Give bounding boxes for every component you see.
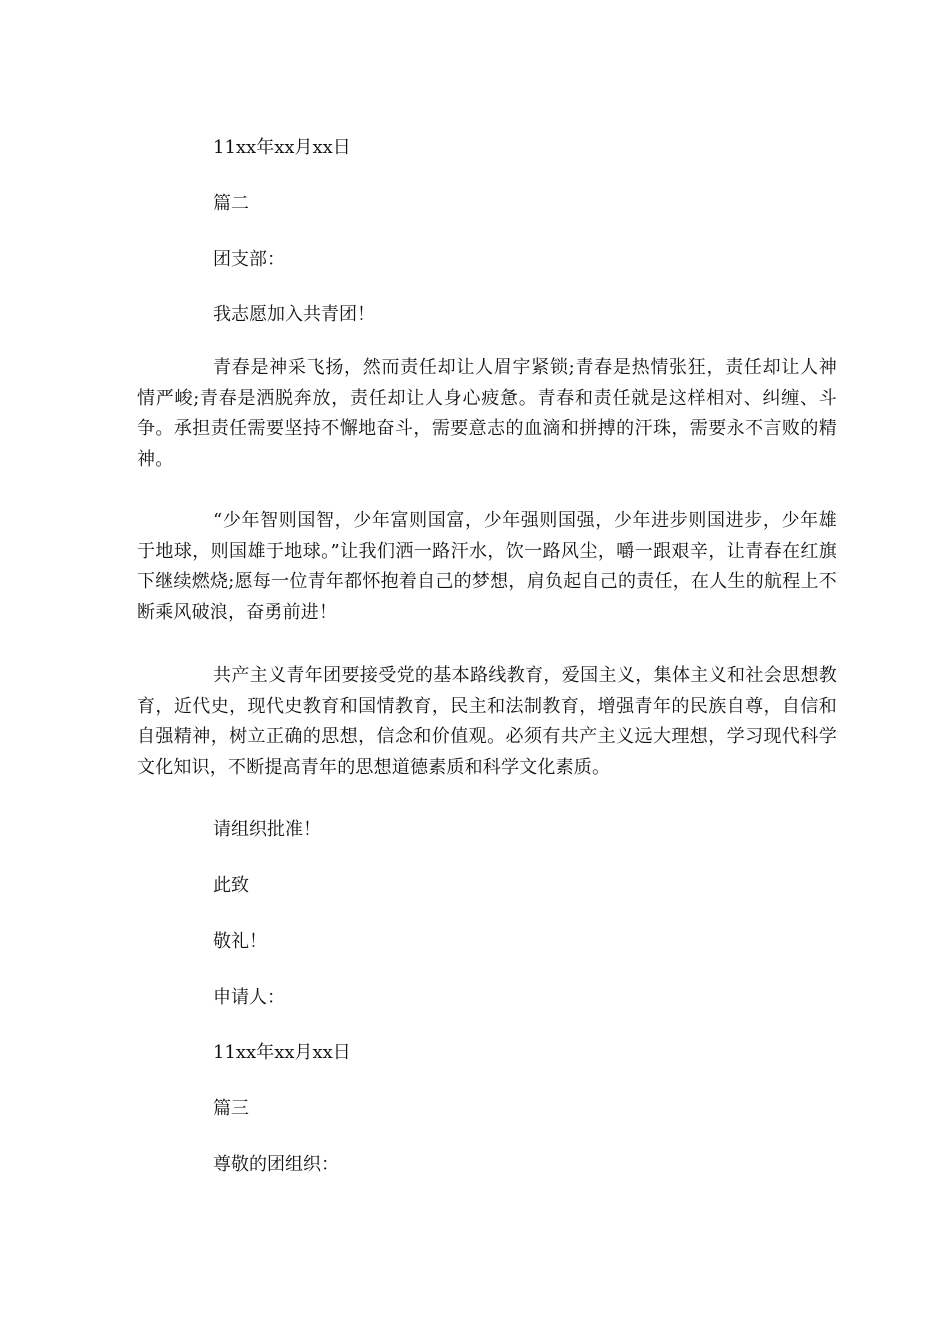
body-paragraph: “少年智则国智，少年富则国富，少年强则国强，少年进步则国进步，少年雄于地球，则国雄于地球。”让我们洒一路汗水，饮一路风尘，嚼一跟艰辛，让青春在红旗下继续燃烧;愿每一位青年都怀抱着自己的梦想，肩负起自己的责任，在人生的航程上不断乘风破浪，奋勇前进！ <box>137 510 837 623</box>
closing-line: 此致 <box>213 875 249 896</box>
salutation: 团支部： <box>213 249 285 270</box>
closing-line: 敬礼！ <box>213 931 267 952</box>
date-line: 11xx年xx月xx日 <box>213 1042 351 1063</box>
salutation: 尊敬的团组织： <box>213 1154 339 1175</box>
body-paragraph: 青春是神采飞扬，然而责任却让人眉宇紧锁;青春是热情张狂，责任却让人神情严峻;青春是洒脱奔放，责任却让人身心疲惫。青春和责任就是这样相对、纠缠、斗争。承担责任需要坚持不懈地奋斗，需要意志的血滴和拼搏的汗珠，需要永不言败的精神。 <box>137 357 837 470</box>
statement: 我志愿加入共青团！ <box>213 304 375 325</box>
section-title: 篇三 <box>213 1098 249 1119</box>
section-title: 篇二 <box>213 193 249 214</box>
body-paragraph: 共产主义青年团要接受党的基本路线教育，爱国主义，集体主义和社会思想教育，近代史，现代史教育和国情教育，民主和法制教育，增强青年的民族自尊，自信和自强精神，树立正确的思想，信念和价值观。必须有共产主义远大理想，学习现代科学文化知识，不断提高青年的思想道德素质和科学文化素质。 <box>137 665 837 778</box>
date-line: 11xx年xx月xx日 <box>213 137 351 158</box>
applicant-label: 申请人： <box>213 987 285 1008</box>
request-line: 请组织批准！ <box>213 819 321 840</box>
